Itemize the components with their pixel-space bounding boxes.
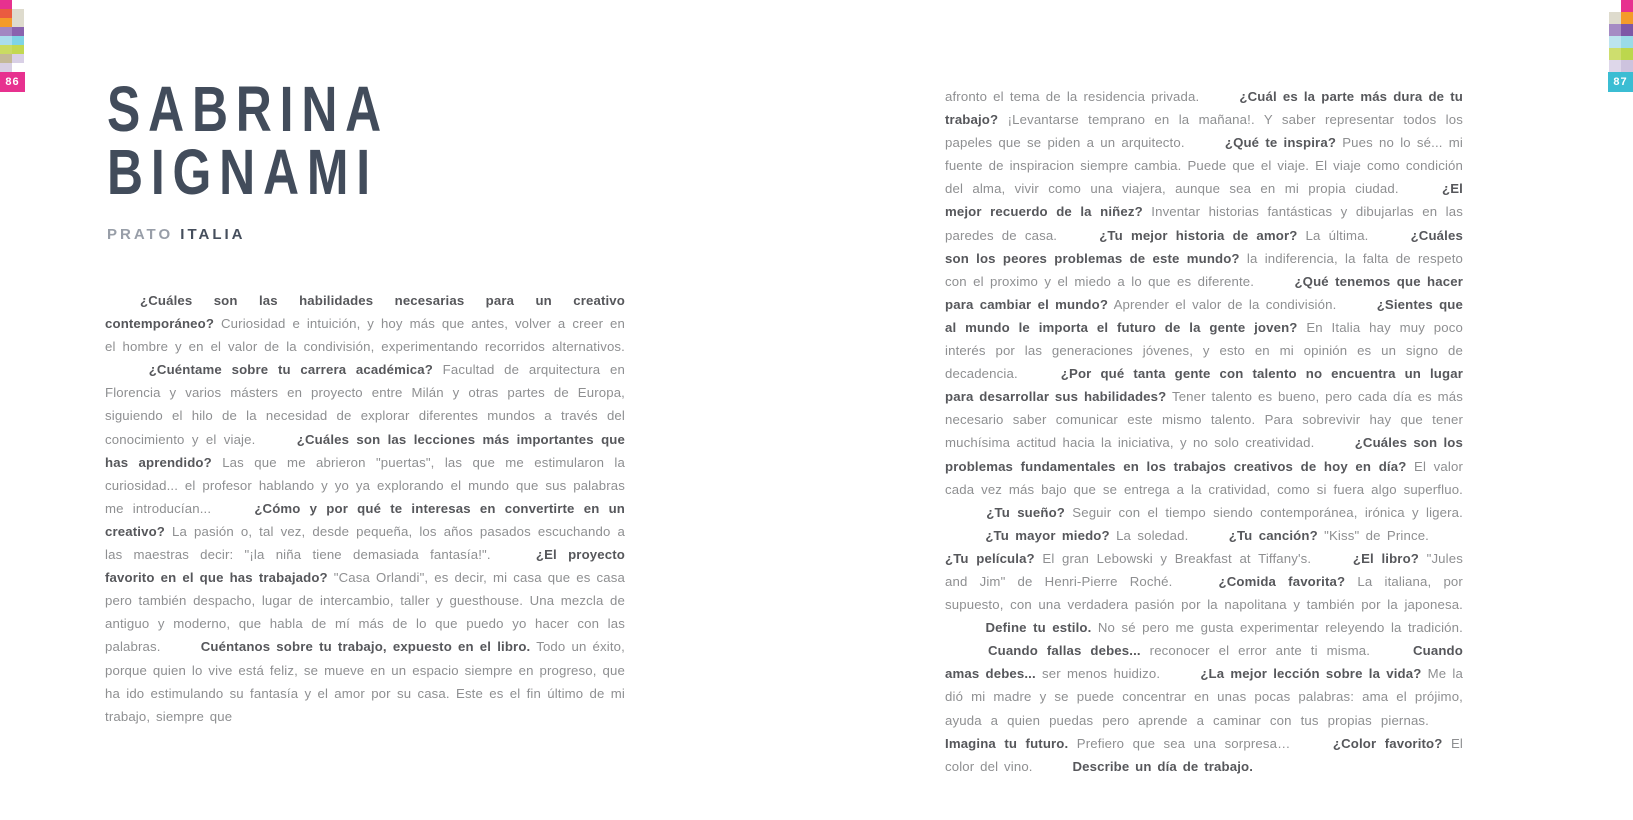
interview-answer: Tener talento es bueno, pero cada día es más necesario saber comunicar este mismo talento. Para sobrevivir hay que tener muchísima actitud hacia la iniciativa, y no solo creatividad. (945, 389, 1463, 451)
color-square (0, 27, 12, 36)
color-strip-column (1609, 0, 1621, 72)
color-square (1609, 12, 1621, 24)
interview-answer: Las que me abrieron "puertas", las que me estimularon la curiosidad... el profesor hablando y yo ya explorando el mundo que sus palabras me introducían... (105, 454, 625, 516)
title-block (107, 73, 469, 243)
color-square (12, 18, 24, 27)
color-strip-column (12, 0, 24, 72)
interview-answer: El gran Lebowski y Breakfast at Tiffany's. (1042, 550, 1312, 566)
interview-question: Cuéntanos sobre tu trabajo, expuesto en el libro. (200, 639, 531, 655)
interview-answer: ser menos huidizo. (1042, 666, 1161, 682)
interview-question: Cuando amas debes... (945, 643, 1463, 682)
interview-question: ¿Color favorito? (1332, 735, 1443, 751)
color-square (1621, 0, 1633, 12)
interview-answer: La italiana, por supuesto, con una verdadera pasión por la napolitana y también por la japonesa. (945, 573, 1463, 613)
interview-question: ¿Comida favorita? (1218, 573, 1346, 589)
interview-answer: Todo un éxito, porque quien lo vive está feliz, se mueve en un espacio siempre en progreso, que ha ido estimulando su fantasía y el amor por su casa. Este es el fin último de mi trabajo, siempre que (105, 639, 625, 724)
color-square (0, 36, 12, 45)
location-country: ITALIA (180, 226, 246, 243)
color-square (12, 36, 24, 45)
color-square (12, 54, 24, 63)
right-corner-color-strip (1609, 0, 1633, 72)
interview-question: ¿La mejor lección sobre la vida? (1200, 666, 1422, 682)
right-page-text (945, 85, 1463, 778)
interview-question: Imagina tu futuro. (945, 735, 1069, 751)
interview-question: Describe un día de trabajo. (1072, 758, 1254, 774)
interview-answer: Facultad de arquitectura en Florencia y varios másters en proyecto entre Milán y otras partes de Europa, siguiendo el hilo de la necesidad de explorar diferentes mundos a través del conocimiento y el viaje. (105, 362, 625, 447)
interview-answer: Aprender el valor de la condivisión. (1113, 296, 1337, 312)
interview-answer: ¡Levantarse temprano en la mañana!. Y saber representar todos los papeles que se piden a un arquitecto. (945, 112, 1463, 151)
interview-answer: Pues no lo sé... mi fuente de inspiracion siempre cambia. Puede que el viaje. El viaje como condición del alma, vivir como una viajera, aunque sea en mi propia ciudad. (945, 135, 1463, 197)
color-square (0, 54, 12, 63)
left-page-text (105, 289, 625, 728)
interview-question: ¿Cuéntame sobre tu carrera académica? (148, 362, 433, 378)
location-line (107, 226, 469, 243)
interview-question: ¿El proyecto favorito en el que has trabajado? (105, 547, 625, 586)
interview-question: ¿Tu película? (945, 550, 1035, 566)
interview-answer: Inventar historias fantásticas y dibujarlas en las paredes de casa. (945, 204, 1463, 243)
interview-question: ¿Cuáles son las lecciones más importantes que has aprendido? (105, 431, 625, 470)
color-square (12, 9, 24, 18)
left-corner-color-strip (0, 0, 24, 72)
interview-question: ¿Tu mayor miedo? (985, 527, 1110, 543)
interview-question: ¿El libro? (1352, 550, 1419, 566)
title-line-2: BIGNAMI (107, 136, 378, 208)
interview-question: ¿Por qué tanta gente con talento no encuentra un lugar para desarrollar sus habilidades? (945, 366, 1463, 405)
interview-answer: la indiferencia, la falta de respeto con el proximo y el miedo a lo que es diferente. (945, 250, 1463, 289)
interview-question: Cuando fallas debes... (987, 643, 1141, 659)
color-square (1609, 24, 1621, 36)
interview-answer: La última. (1305, 227, 1369, 243)
color-square (1609, 60, 1621, 72)
interview-answer: Seguir con el tiempo siendo contemporánea, irónica y ligera. (1072, 504, 1463, 520)
lead-in-text: afronto el tema de la residencia privada. (945, 89, 1200, 104)
color-square (0, 63, 12, 72)
color-square (1621, 24, 1633, 36)
interview-question: ¿Cómo y por qué te interesas en convertirte en un creativo? (105, 500, 625, 539)
color-square (1621, 60, 1633, 72)
interview-answer: Curiosidad e intuición, y hoy más que antes, volver a creer en el hombre y en el valor de la condivisión, experimentando recorridos alternativos. (105, 316, 625, 355)
interview-question: ¿Qué tenemos que hacer para cambiar el mundo? (945, 273, 1463, 312)
interview-answer: Me la dió mi madre y se puede concentrar en unas pocas palabras: ama el prójimo, ayuda a quien puedas pero aprende a caminar con tus propias piernas. (945, 666, 1463, 728)
color-square (0, 45, 12, 54)
color-strip-column (0, 0, 12, 72)
color-square (1609, 36, 1621, 48)
page-title (107, 73, 390, 208)
color-square (0, 0, 12, 9)
interview-question: ¿Cuáles son los problemas fundamentales en los trabajos creativos de hoy en día? (945, 435, 1463, 474)
interview-answer: El color del vino. (945, 735, 1463, 774)
color-square (12, 0, 24, 9)
right-page-number-badge: 87 (1608, 72, 1633, 92)
color-strip-column (1621, 0, 1633, 72)
interview-question: ¿Tu mejor historia de amor? (1099, 227, 1298, 243)
color-square (1609, 0, 1621, 12)
interview-question: ¿Tu sueño? (986, 504, 1065, 520)
interview-answer: reconocer el error ante ti misma. (1149, 643, 1371, 659)
interview-question: ¿El mejor recuerdo de la niñez? (945, 181, 1463, 220)
color-square (0, 9, 12, 18)
left-page-number-badge: 86 (0, 72, 25, 92)
color-square (12, 63, 24, 72)
interview-question: Define tu estilo. (985, 620, 1092, 636)
interview-question: ¿Tu canción? (1228, 527, 1318, 543)
color-square (0, 18, 12, 27)
location-city: PRATO (107, 226, 174, 243)
interview-answer: Prefiero que sea una sorpresa… (1076, 735, 1291, 751)
color-square (1621, 12, 1633, 24)
color-square (1621, 36, 1633, 48)
interview-answer: "Jules and Jim" de Henri-Pierre Roché. (945, 550, 1463, 589)
color-square (12, 45, 24, 54)
interview-answer: La pasión o, tal vez, desde pequeña, los años pasados escuchando a las maestras decir: "¡la niña tiene demasiada fantasía!". (105, 523, 625, 563)
interview-answer: "Kiss" de Prince. (1324, 527, 1429, 543)
color-square (1621, 48, 1633, 60)
interview-question: ¿Cuáles son los peores problemas de este mundo? (945, 227, 1463, 266)
title-line-1: SABRINA (107, 73, 390, 145)
interview-answer: No sé pero me gusta experimentar releyendo la tradición. (1097, 620, 1463, 636)
interview-answer: "Casa Orlandi", es decir, mi casa que es casa pero también despacho, lugar de intercambio, taller y guesthouse. Una mezcla de antiguo y moderno, que habla de mí más de lo que puedo yo hacer con las palabras. (105, 570, 625, 655)
interview-question: ¿Cuál es la parte más dura de tu trabajo? (945, 89, 1463, 128)
interview-question: ¿Sientes que al mundo le importa el futuro de la gente joven? (945, 296, 1463, 335)
interview-answer: El valor cada vez más bajo que se entrega a la cratividad, como si fuera algo superfluo. (945, 458, 1463, 497)
interview-question: ¿Cuáles son las habilidades necesarias para un creativo contemporáneo? (105, 293, 625, 332)
color-square (12, 27, 24, 36)
interview-answer: La soledad. (1116, 527, 1189, 543)
interview-question: ¿Qué te inspira? (1224, 135, 1337, 151)
color-square (1609, 48, 1621, 60)
interview-answer: En Italia hay muy poco interés por las generaciones jóvenes, y esto en mi opinión es un signo de decadencia. (945, 319, 1463, 382)
